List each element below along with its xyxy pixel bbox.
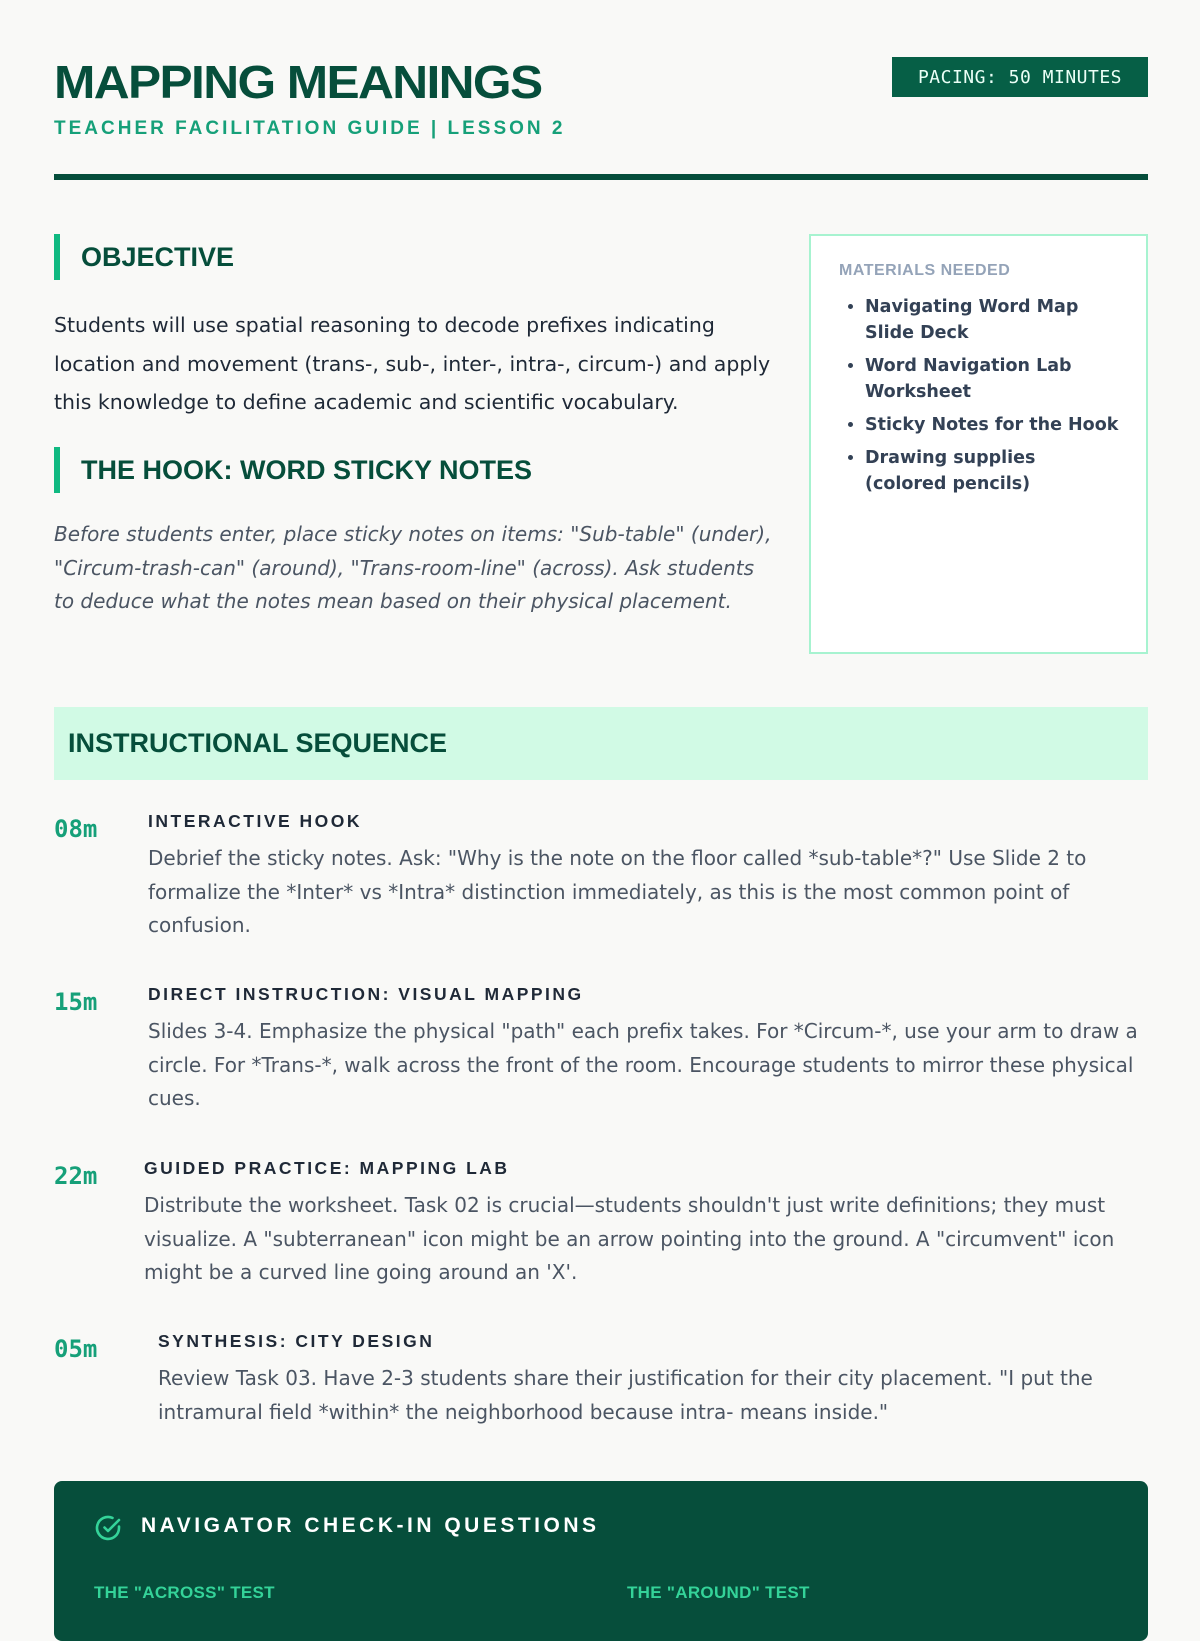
step-description: Debrief the sticky notes. Ask: "Why is the note on the floor called *sub-table*?" Use Slide 2 to formalize the *Inter* vs *Intra* distinction immediately, as this is the most common point of confusion. [148,846,1087,937]
step-description: Review Task 03. Have 2-3 students share their justification for their city placement. "I put the intramural field *within* the neighborhood because intra- means inside." [158,1366,1093,1424]
materials-item: • Drawing supplies (colored pencils) [865,445,1122,497]
header-divider [54,174,1148,180]
objective-text: Students will use spatial reasoning to decode prefixes indicating location and movement (trans-, sub-, inter-, intra-, circum-) and apply this knowledge to define academic and scientific vocabulary. [54,313,771,414]
step-time: 05m [54,1335,98,1363]
step-title: INTERACTIVE HOOK [148,811,363,831]
step-description: Slides 3-4. Emphasize the physical "path" each prefix takes. For *Circum-*, use your arm to draw a circle. For *Trans-*, walk across the front of the room. Encourage students to mirror these physical cues. [148,1019,1138,1110]
materials-item: • Sticky Notes for the Hook [865,412,1122,438]
step-body [144,1158,1148,1290]
step-description: Distribute the worksheet. Task 02 is crucial—students shouldn't just write definitions; they must visualize. A "subterranean" icon might be an arrow pointing into the ground. A "circumvent" icon might be a curved line going around an 'X'. [144,1193,1115,1284]
step-title: DIRECT INSTRUCTION: VISUAL MAPPING [148,984,584,1004]
page-subtitle: TEACHER FACILITATION GUIDE | LESSON 2 [54,118,566,139]
materials-item: • Word Navigation Lab Worksheet [865,353,1122,405]
step-time: 15m [54,988,98,1016]
step-title: GUIDED PRACTICE: MAPPING LAB [144,1158,510,1178]
hook-text: Before students enter, place sticky notes on items: "Sub-table" (under), "Circum-trash-can" (around), "Trans-room-line" (across). Ask students to deduce what the notes mean based on their physical placement. [54,522,772,613]
hook-heading: THE HOOK: WORD STICKY NOTES [54,447,532,493]
checkin-panel [54,1481,1148,1641]
materials-panel [809,234,1148,654]
step-time: 22m [54,1162,98,1190]
sequence-heading: INSTRUCTIONAL SEQUENCE [54,707,1148,780]
facilitation-guide [54,0,1148,1600]
step-time: 08m [54,815,98,843]
materials-item: • Navigating Word Map Slide Deck [865,294,1122,346]
step-body [148,984,1148,1116]
question-label: THE "AROUND" TEST [627,1583,810,1602]
materials-title: MATERIALS NEEDED [839,262,1011,279]
step-body [148,811,1148,943]
checkin-title: NAVIGATOR CHECK-IN QUESTIONS [141,1514,600,1537]
step-body [158,1331,1148,1429]
step-title: SYNTHESIS: CITY DESIGN [158,1331,435,1351]
question-label: THE "ACROSS" TEST [94,1583,275,1602]
page-title: MAPPING MEANINGS [54,56,542,108]
pacing-badge: PACING: 50 MINUTES [892,57,1148,97]
materials-list [839,294,1122,497]
check-circle-icon [92,1512,124,1544]
objective-heading: OBJECTIVE [54,234,234,280]
